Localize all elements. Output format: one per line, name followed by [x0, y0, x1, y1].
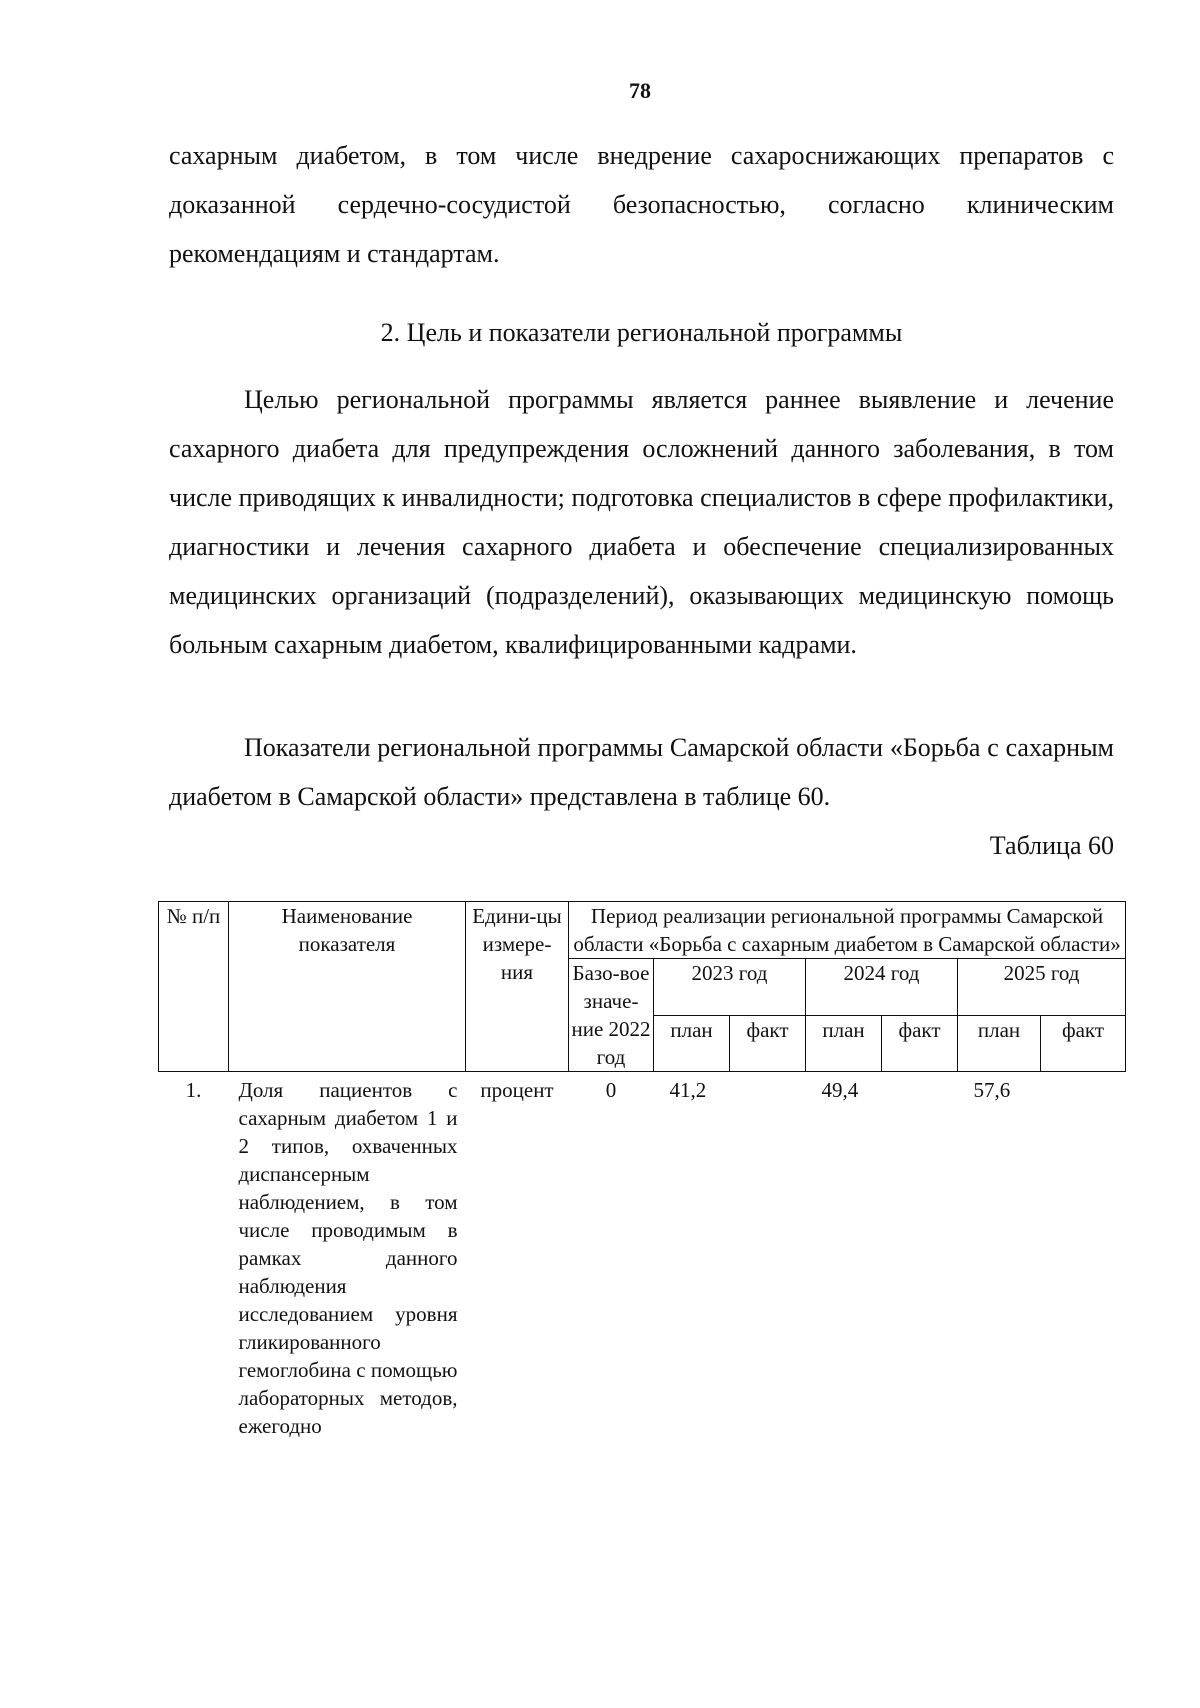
header-fact-2024: факт	[882, 1015, 958, 1072]
header-plan-2023: план	[654, 1015, 730, 1072]
row-fact-2023	[730, 1072, 806, 1441]
row-plan-2024: 49,4	[821, 1078, 859, 1102]
header-year-2023: 2023 год	[654, 959, 806, 1016]
header-base: Базо-вое значе-ние 2022 год	[569, 959, 654, 1072]
row-fact-2025	[1041, 1072, 1126, 1441]
intro-text: сахарным диабетом, в том числе внедрение сахароснижающих препаратов с доказанной сердечно-сосудистой безопасностью, согласно клиническим рекомендациям и стандартам.	[169, 141, 1114, 268]
header-fact-2023: факт	[730, 1015, 806, 1072]
header-fact-2025: факт	[1041, 1015, 1126, 1072]
table-caption: Таблица 60	[989, 831, 1114, 860]
indicators-table	[158, 901, 1126, 1440]
row-plan-2023: 41,2	[669, 1078, 707, 1102]
header-name: Наименование показателя	[229, 902, 466, 1072]
row-unit: процент	[480, 1078, 554, 1102]
header-year-2024: 2024 год	[806, 959, 958, 1016]
indicators-text: Показатели региональной программы Самарской области «Борьба с сахарным диабетом в Самарской области» представлена в таблице 60.	[169, 733, 1114, 811]
goal-paragraph	[169, 375, 1114, 669]
row-number: 1.	[185, 1078, 202, 1102]
header-number: № п/п	[159, 902, 229, 1072]
row-fact-2024	[882, 1072, 958, 1441]
row-name: Доля пациентов с сахарным диабетом 1 и 2 типов, охваченных диспансерным наблюдением, в том числе проводимым в рамках данного наблюдения исследованием уровня гликированного гемоглобина с помощью лабораторных методов, ежегодно	[238, 1078, 458, 1438]
page-number: 78	[629, 78, 651, 103]
section-heading: 2. Цель и показатели региональной программы	[380, 318, 903, 347]
table-row	[159, 1072, 1126, 1441]
header-plan-2024: план	[806, 1015, 882, 1072]
intro-paragraph	[169, 131, 1114, 278]
header-plan-2025: план	[958, 1015, 1041, 1072]
row-base: 0	[605, 1078, 617, 1102]
goal-text: Целью региональной программы является раннее выявление и лечение сахарного диабета для предупреждения осложнений данного заболевания, в том числе приводящих к инвалидности; подготовка специалистов в сфере профилактики, диагностики и лечения сахарного диабета и обеспечение специализированных медицинских организаций (подразделений), оказывающих медицинскую помощь больным сахарным диабетом, квалифицированными кадрами.	[169, 385, 1114, 659]
header-unit: Едини-цы измере-ния	[466, 902, 569, 1072]
row-plan-2025: 57,6	[973, 1078, 1011, 1102]
header-year-2025: 2025 год	[958, 959, 1126, 1016]
header-period: Период реализации региональной программы Самарской области «Борьба с сахарным диабетом в Самарской области»	[569, 902, 1126, 959]
indicators-paragraph	[169, 723, 1114, 821]
